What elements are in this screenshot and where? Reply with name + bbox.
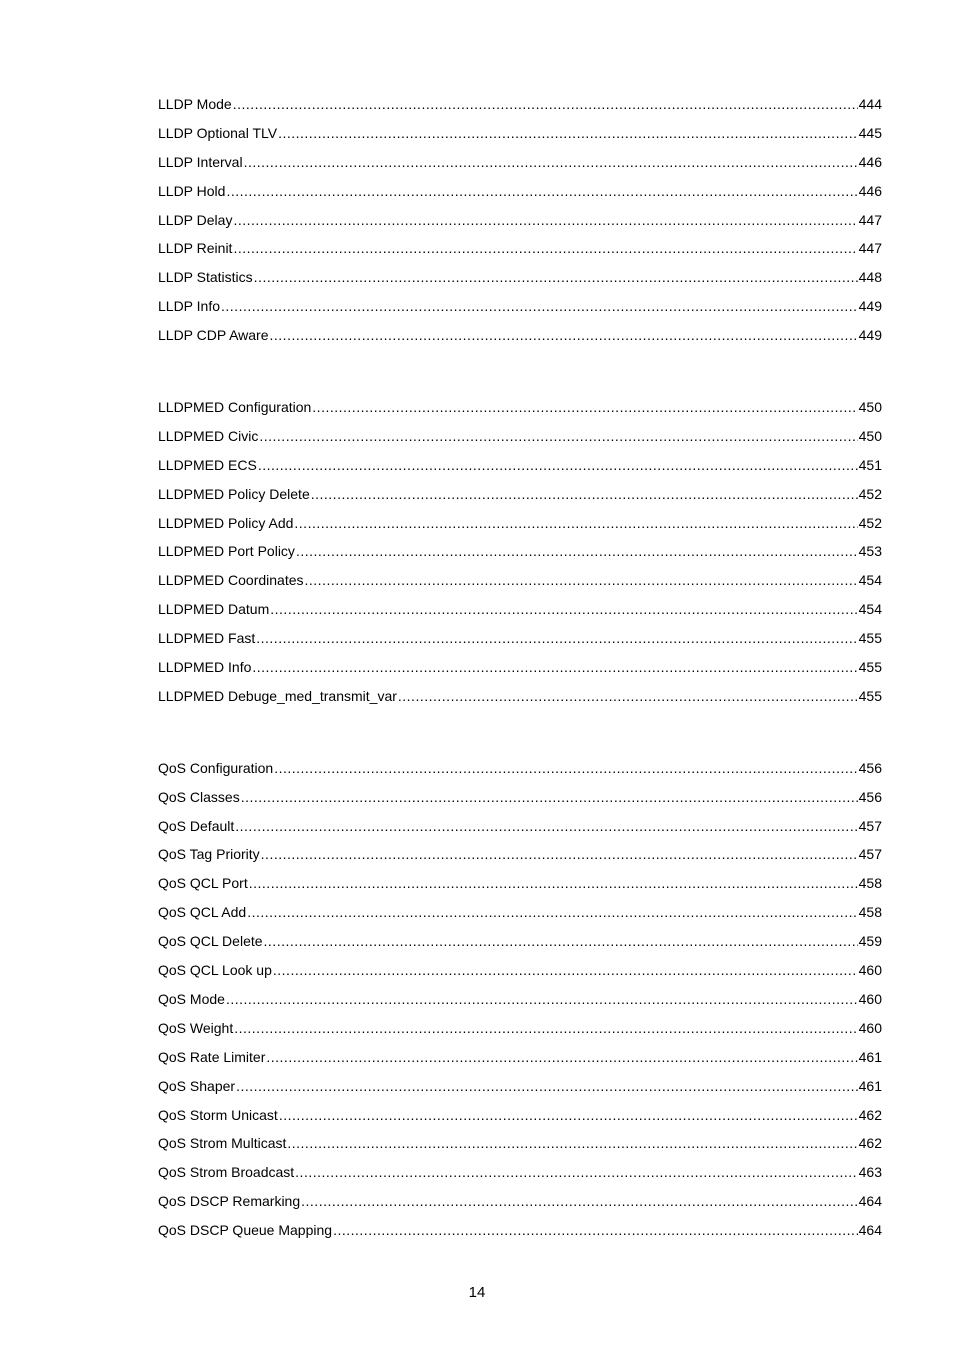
dot-leader (259, 426, 857, 446)
dot-leader (254, 267, 858, 287)
entry-page-number: 457 (858, 846, 882, 863)
entry-page-number: 444 (858, 96, 882, 112)
dot-leader (279, 1105, 858, 1125)
toc-entry[interactable] (158, 599, 882, 628)
dot-leader (233, 238, 857, 258)
entry-title: LLDPMED Debuge_med_transmit_var (158, 687, 397, 704)
toc-section-qos (158, 758, 882, 1249)
toc-entry[interactable] (158, 873, 882, 902)
entry-page-number: 445 (858, 124, 882, 141)
entry-page-number: 460 (858, 990, 882, 1007)
toc-entry[interactable] (158, 628, 882, 657)
dot-leader (247, 902, 857, 922)
entry-page-number: 456 (858, 788, 882, 805)
toc-entry[interactable] (158, 325, 882, 354)
dot-leader (296, 541, 858, 561)
dot-leader (244, 152, 858, 172)
toc-entry[interactable] (158, 1191, 882, 1220)
toc-entry[interactable] (158, 1018, 882, 1047)
toc-entry[interactable] (158, 513, 882, 542)
entry-title: QoS DSCP Remarking (158, 1193, 301, 1210)
toc-entry[interactable] (158, 1162, 882, 1191)
dot-leader (264, 931, 858, 951)
entry-title: QoS Classes (158, 788, 240, 805)
entry-title: LLDP Optional TLV (158, 124, 278, 141)
toc-entry[interactable] (158, 296, 882, 325)
entry-page-number: 460 (858, 962, 882, 979)
toc-entry[interactable] (158, 1076, 882, 1105)
dot-leader (295, 1162, 857, 1182)
entry-page-number: 451 (858, 456, 882, 473)
dot-leader (274, 758, 857, 778)
entry-page-number: 447 (858, 240, 882, 257)
toc-section-lldpmed (158, 397, 882, 715)
entry-title: QoS Strom Broadcast (158, 1164, 295, 1181)
entry-title: QoS Weight (158, 1019, 234, 1036)
toc-entry[interactable] (158, 1220, 882, 1249)
toc-entry[interactable] (158, 123, 882, 152)
entry-title: LLDPMED Fast (158, 630, 256, 647)
toc-entry[interactable] (158, 816, 882, 845)
toc-entry[interactable] (158, 455, 882, 484)
entry-page-number: 462 (858, 1135, 882, 1152)
entry-page-number: 456 (858, 759, 882, 776)
dot-leader (241, 787, 858, 807)
dot-leader (270, 599, 857, 619)
dot-leader (258, 455, 858, 475)
dot-leader (236, 1076, 858, 1096)
dot-leader (311, 484, 858, 504)
entry-page-number: 452 (858, 485, 882, 502)
toc-entry[interactable] (158, 1105, 882, 1134)
entry-title: LLDP Mode (158, 96, 232, 112)
toc-entry[interactable] (158, 181, 882, 210)
entry-title: LLDP Statistics (158, 269, 253, 286)
entry-page-number: 452 (858, 514, 882, 531)
toc-entry[interactable] (158, 210, 882, 239)
toc-entry[interactable] (158, 902, 882, 931)
entry-title: QoS Rate Limiter (158, 1048, 266, 1065)
entry-title: QoS Strom Multicast (158, 1135, 287, 1152)
entry-page-number: 464 (858, 1193, 882, 1210)
entry-title: QoS Configuration (158, 759, 274, 776)
toc-entry[interactable] (158, 844, 882, 873)
toc-entry[interactable] (158, 426, 882, 455)
entry-page-number: 450 (858, 399, 882, 416)
entry-page-number: 455 (858, 630, 882, 647)
toc-entry[interactable] (158, 570, 882, 599)
entry-page-number: 462 (858, 1106, 882, 1123)
entry-page-number: 460 (858, 1019, 882, 1036)
entry-title: LLDPMED Civic (158, 427, 259, 444)
toc-entry[interactable] (158, 758, 882, 787)
entry-page-number: 454 (858, 572, 882, 589)
entry-title: QoS DSCP Queue Mapping (158, 1222, 333, 1239)
entry-page-number: 461 (858, 1077, 882, 1094)
entry-page-number: 463 (858, 1164, 882, 1181)
entry-title: LLDPMED Configuration (158, 399, 312, 416)
entry-title: LLDPMED Info (158, 659, 252, 676)
dot-leader (249, 873, 858, 893)
entry-page-number: 461 (858, 1048, 882, 1065)
entry-title: LLDP Interval (158, 153, 243, 170)
dot-leader (333, 1220, 858, 1240)
entry-page-number: 446 (858, 182, 882, 199)
toc-entry[interactable] (158, 787, 882, 816)
toc-entry[interactable] (158, 94, 882, 123)
entry-page-number: 457 (858, 817, 882, 834)
dot-leader (261, 844, 858, 864)
toc-entry[interactable] (158, 484, 882, 513)
entry-page-number: 450 (858, 427, 882, 444)
dot-leader (235, 816, 857, 836)
dot-leader (252, 657, 857, 677)
dot-leader (305, 570, 858, 590)
page-number: 14 (468, 1284, 486, 1301)
entry-page-number: 448 (858, 269, 882, 286)
entry-title: LLDPMED Port Policy (158, 543, 295, 560)
entry-page-number: 447 (858, 211, 882, 228)
entry-page-number: 446 (858, 153, 882, 170)
entry-title: QoS QCL Look up (158, 962, 272, 979)
dot-leader (256, 628, 857, 648)
dot-leader (301, 1191, 858, 1211)
toc-entry[interactable] (158, 931, 882, 960)
entry-title: LLDPMED ECS (158, 456, 257, 473)
dot-leader (312, 397, 857, 417)
toc-entry[interactable] (158, 1047, 882, 1076)
entry-page-number: 449 (858, 298, 882, 315)
entry-page-number: 453 (858, 543, 882, 560)
entry-title: LLDP Delay (158, 211, 233, 228)
toc-entry[interactable] (158, 267, 882, 296)
entry-title: QoS Mode (158, 990, 225, 1007)
toc-section-lldp (158, 94, 882, 354)
dot-leader (398, 686, 858, 706)
dot-leader (278, 123, 858, 143)
toc-entry[interactable] (158, 541, 882, 570)
entry-page-number: 459 (858, 933, 882, 950)
toc-entry[interactable] (158, 238, 882, 267)
dot-leader (287, 1133, 857, 1153)
entry-title: LLDPMED Coordinates (158, 572, 304, 589)
toc-entry[interactable] (158, 686, 882, 715)
entry-page-number: 464 (858, 1222, 882, 1239)
toc-entry[interactable] (158, 152, 882, 181)
table-of-contents (158, 94, 882, 1249)
entry-title: QoS Tag Priority (158, 846, 260, 863)
entry-title: LLDP Hold (158, 182, 226, 199)
toc-entry[interactable] (158, 960, 882, 989)
entry-title: QoS QCL Delete (158, 933, 263, 950)
dot-leader (273, 960, 858, 980)
dot-leader (221, 296, 858, 316)
entry-page-number: 454 (858, 601, 882, 618)
entry-title: LLDPMED Policy Delete (158, 485, 310, 502)
dot-leader (270, 325, 858, 345)
dot-leader (266, 1047, 857, 1067)
toc-entry[interactable] (158, 657, 882, 686)
dot-leader (226, 181, 857, 201)
entry-page-number: 455 (858, 687, 882, 704)
entry-page-number: 449 (858, 327, 882, 344)
entry-title: QoS Shaper (158, 1077, 236, 1094)
entry-page-number: 455 (858, 659, 882, 676)
entry-title: LLDPMED Datum (158, 601, 270, 618)
entry-title: LLDP Reinit (158, 240, 233, 257)
entry-page-number: 458 (858, 904, 882, 921)
entry-page-number: 458 (858, 875, 882, 892)
entry-title: LLDPMED Policy Add (158, 514, 294, 531)
dot-leader (226, 989, 858, 1009)
dot-leader (234, 1018, 857, 1038)
dot-leader (294, 513, 857, 533)
entry-title: QoS Default (158, 817, 235, 834)
entry-title: QoS QCL Add (158, 904, 247, 921)
toc-entry[interactable] (158, 397, 882, 426)
entry-title: LLDP CDP Aware (158, 327, 269, 344)
entry-title: LLDP Info (158, 298, 221, 315)
dot-leader (233, 210, 857, 230)
entry-title: QoS Storm Unicast (158, 1106, 278, 1123)
toc-entry[interactable] (158, 989, 882, 1018)
dot-leader (233, 94, 858, 114)
toc-entry[interactable] (158, 1133, 882, 1162)
entry-title: QoS QCL Port (158, 875, 248, 892)
